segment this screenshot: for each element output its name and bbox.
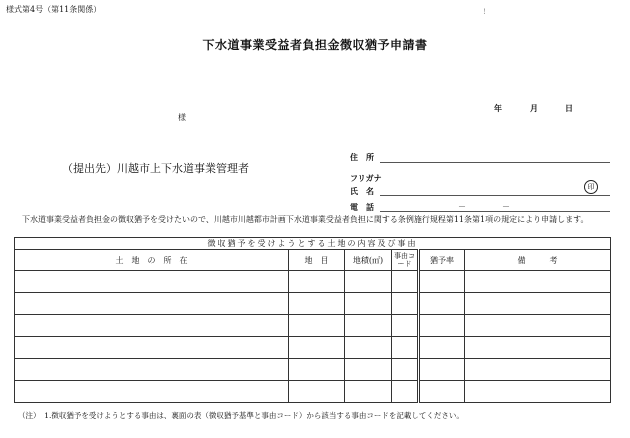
cell-remarks[interactable]: [465, 359, 611, 381]
table-row: [15, 337, 611, 359]
cell-location[interactable]: [15, 359, 289, 381]
cell-reason-code[interactable]: [392, 315, 419, 337]
application-statement: 下水道事業受益者負担金の徴収猶予を受けたいので、川越市川越都市計画下水道事業受益者負担に関する条例施行規程第11条第1項の規定により申請します。: [22, 215, 589, 224]
cell-location[interactable]: [15, 293, 289, 315]
cell-deferral-rate[interactable]: [419, 293, 465, 315]
cell-area[interactable]: [345, 271, 392, 293]
cell-reason-code[interactable]: [392, 293, 419, 315]
cell-land-category[interactable]: [289, 271, 345, 293]
cell-location[interactable]: [15, 337, 289, 359]
cell-remarks[interactable]: [465, 381, 611, 403]
cell-location[interactable]: [15, 271, 289, 293]
cell-area[interactable]: [345, 381, 392, 403]
table-row: [15, 271, 611, 293]
column-header-remarks: 備 考: [465, 250, 611, 271]
addressee-suffix: 様: [178, 113, 186, 122]
name-label: 氏 名: [350, 187, 374, 196]
cell-area[interactable]: [345, 337, 392, 359]
cell-area[interactable]: [345, 315, 392, 337]
cell-reason-code[interactable]: [392, 381, 419, 403]
table-section-heading: 徴収猶予を受けようとする土地の内容及び事由: [15, 238, 611, 250]
column-header-deferral-rate: 猶予率: [419, 250, 465, 271]
cell-reason-code[interactable]: [392, 271, 419, 293]
cell-remarks[interactable]: [465, 271, 611, 293]
phone-dash-2: －: [502, 202, 510, 211]
address-field[interactable]: [380, 162, 610, 163]
date-day-label: 日: [565, 104, 573, 113]
table-row: [15, 315, 611, 337]
cell-deferral-rate[interactable]: [419, 271, 465, 293]
date-year-label: 年: [494, 104, 502, 113]
cell-deferral-rate[interactable]: [419, 337, 465, 359]
name-field[interactable]: [380, 195, 610, 196]
cell-deferral-rate[interactable]: [419, 381, 465, 403]
cell-location[interactable]: [15, 315, 289, 337]
cell-deferral-rate[interactable]: [419, 315, 465, 337]
cell-location[interactable]: [15, 381, 289, 403]
cell-reason-code[interactable]: [392, 337, 419, 359]
table-row: [15, 293, 611, 315]
column-header-land-category: 地 目: [289, 250, 345, 271]
table-row: [15, 381, 611, 403]
cell-remarks[interactable]: [465, 337, 611, 359]
furigana-label: フリガナ: [350, 174, 382, 183]
column-header-location: 土 地 の 所 在: [15, 250, 289, 271]
submit-to: （提出先）川越市上下水道事業管理者: [62, 162, 249, 175]
cell-reason-code[interactable]: [392, 359, 419, 381]
cell-land-category[interactable]: [289, 359, 345, 381]
page-title: 下水道事業受益者負担金徴収猶予申請書: [202, 38, 428, 52]
cell-land-category[interactable]: [289, 337, 345, 359]
form-number: 様式第4号（第11条関係）: [6, 5, 102, 14]
cell-land-category[interactable]: [289, 315, 345, 337]
address-label: 住 所: [350, 153, 374, 162]
cell-land-category[interactable]: [289, 381, 345, 403]
cell-land-category[interactable]: [289, 293, 345, 315]
cell-remarks[interactable]: [465, 315, 611, 337]
table-row: [15, 359, 611, 381]
phone-field[interactable]: [380, 211, 610, 212]
cell-deferral-rate[interactable]: [419, 359, 465, 381]
seal-mark: 印: [584, 180, 598, 194]
corner-mark: !: [483, 8, 486, 16]
land-details-table: [14, 237, 611, 403]
cell-area[interactable]: [345, 293, 392, 315]
cell-area[interactable]: [345, 359, 392, 381]
phone-dash-1: －: [458, 202, 466, 211]
table-header-row: [15, 250, 611, 271]
cell-remarks[interactable]: [465, 293, 611, 315]
phone-label: 電 話: [350, 203, 374, 212]
footnote: （注） 1.徴収猶予を受けようとする事由は、裏面の表（徴収猶予基準と事由コード）から該当する事由コードを記載してください。: [18, 411, 464, 420]
column-header-reason-code: 事由コード: [392, 250, 419, 271]
column-header-area: 地積(㎡): [345, 250, 392, 271]
date-month-label: 月: [530, 104, 538, 113]
